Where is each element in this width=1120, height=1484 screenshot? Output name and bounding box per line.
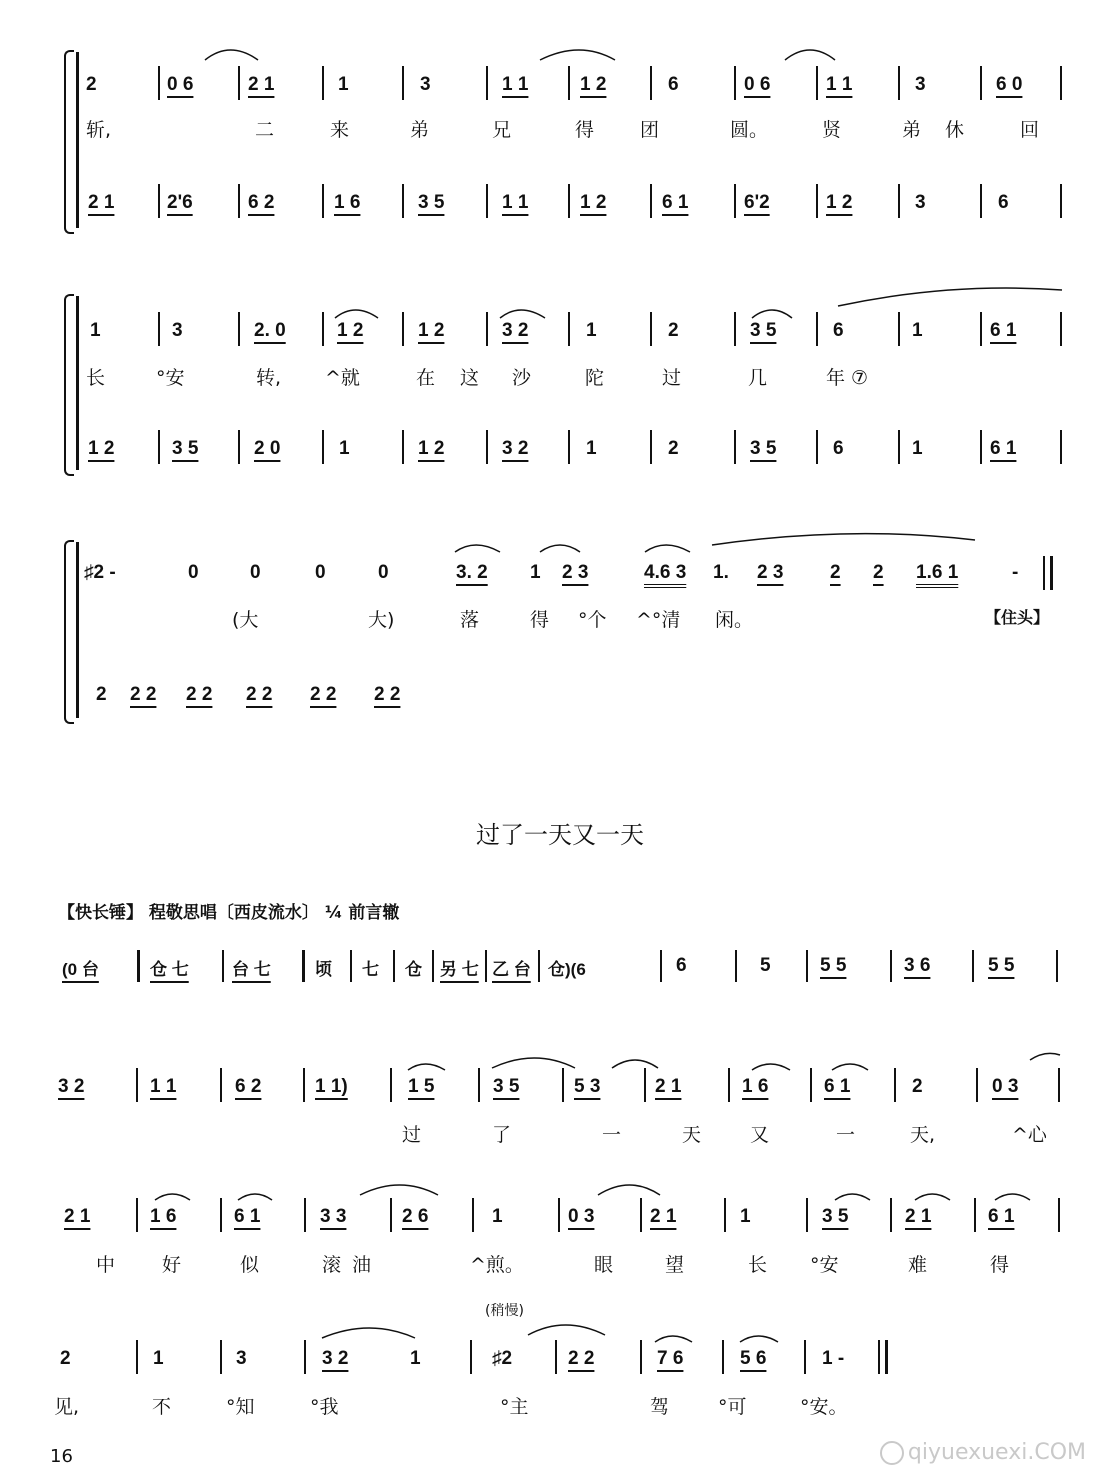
note: 2 2 bbox=[130, 684, 157, 705]
lyric: 望 bbox=[665, 1254, 685, 1276]
barline bbox=[402, 312, 404, 346]
barline bbox=[816, 312, 818, 346]
barline bbox=[980, 312, 982, 346]
barline bbox=[220, 1340, 222, 1374]
note: 0 bbox=[188, 562, 199, 583]
lyric: °可 bbox=[718, 1396, 747, 1418]
barline bbox=[136, 1068, 138, 1102]
note: ♯2 - bbox=[84, 562, 116, 583]
note: 2 1 bbox=[655, 1076, 682, 1097]
watermark-text: qiyuexuexi.COM bbox=[907, 1440, 1086, 1465]
barline bbox=[136, 1340, 138, 1374]
barline bbox=[650, 312, 652, 346]
barline bbox=[402, 430, 404, 464]
note: 6 0 bbox=[996, 74, 1023, 95]
note: 2 bbox=[86, 74, 97, 95]
note: 6 bbox=[833, 438, 844, 459]
barline bbox=[555, 1340, 557, 1374]
note: 2 2 bbox=[310, 684, 337, 705]
lyric: 过 bbox=[662, 367, 682, 389]
barline bbox=[238, 312, 240, 346]
note: 1 1 bbox=[826, 74, 853, 95]
note: 0 3 bbox=[568, 1206, 595, 1227]
page-number: 16 bbox=[50, 1446, 73, 1467]
note: 1 bbox=[912, 320, 923, 341]
lyric: 贤 bbox=[822, 119, 842, 141]
barline bbox=[158, 66, 160, 100]
song-subtitle: 【快长锤】 程敬思唱〔西皮流水〕 ¼ 前言辙 bbox=[58, 903, 400, 923]
lyric: 天 bbox=[682, 1124, 702, 1146]
barline bbox=[650, 184, 652, 218]
lyric: 长 bbox=[86, 367, 106, 389]
lyric: 弟 bbox=[902, 119, 922, 141]
note: 6 1 bbox=[824, 1076, 851, 1097]
note: 3 5 bbox=[822, 1206, 849, 1227]
barline bbox=[322, 184, 324, 218]
note: 0 bbox=[378, 562, 389, 583]
note: 3 2 bbox=[502, 438, 529, 459]
lyric: 回 bbox=[1020, 119, 1040, 141]
lyric: (大 bbox=[232, 609, 259, 631]
note: 6 bbox=[998, 192, 1009, 213]
lyric: ^°清 bbox=[636, 609, 681, 631]
lyric: 转, bbox=[256, 367, 282, 389]
lyric: 年 ⑦ bbox=[826, 367, 869, 389]
note: 5 bbox=[760, 955, 771, 976]
barline bbox=[898, 66, 900, 100]
note: 2 bbox=[912, 1076, 923, 1097]
note: 1.6 1 bbox=[916, 562, 959, 583]
note: 1 5 bbox=[408, 1076, 435, 1097]
lyric: 【住头】 bbox=[985, 608, 1050, 627]
lyric: °主 bbox=[500, 1396, 529, 1418]
note: 6 bbox=[833, 320, 844, 341]
note: 2 2 bbox=[246, 684, 273, 705]
note: 2 0 bbox=[254, 438, 281, 459]
note: 2 bbox=[60, 1348, 71, 1369]
note: 1 bbox=[339, 438, 350, 459]
barline bbox=[980, 184, 982, 218]
note: 1 bbox=[90, 320, 101, 341]
system-line-2 bbox=[76, 296, 79, 470]
barline bbox=[640, 1198, 642, 1232]
barline bbox=[650, 66, 652, 100]
lyric: ^心 bbox=[1012, 1124, 1047, 1146]
barline bbox=[640, 1340, 642, 1374]
note: 2 2 bbox=[374, 684, 401, 705]
note: 5 5 bbox=[820, 955, 847, 976]
note: 6 bbox=[676, 955, 687, 976]
note: 2 1 bbox=[650, 1206, 677, 1227]
note: 6 1 bbox=[988, 1206, 1015, 1227]
barline bbox=[158, 430, 160, 464]
lyric: 兄 bbox=[492, 119, 512, 141]
lyric: 中 bbox=[96, 1254, 116, 1276]
lyric: 大) bbox=[368, 609, 395, 631]
note: 2 bbox=[873, 562, 884, 583]
barline bbox=[304, 1340, 306, 1374]
note: 4.6 3 bbox=[644, 562, 687, 583]
barline bbox=[890, 950, 892, 982]
note: 0 6 bbox=[167, 74, 194, 95]
lyric: 好 bbox=[162, 1254, 182, 1276]
barline bbox=[472, 1198, 474, 1232]
barline bbox=[1060, 184, 1062, 218]
note: 1 2 bbox=[418, 438, 445, 459]
note: 3 3 bbox=[320, 1206, 347, 1227]
note: 2 3 bbox=[562, 562, 589, 583]
lyric: 难 bbox=[908, 1254, 928, 1276]
note: 3. 2 bbox=[456, 562, 488, 583]
watermark-logo-icon bbox=[880, 1441, 904, 1465]
note: 1 2 bbox=[88, 438, 115, 459]
barline bbox=[538, 950, 540, 982]
barline bbox=[390, 1068, 392, 1102]
note: 1 bbox=[492, 1206, 503, 1227]
barline bbox=[804, 1340, 806, 1374]
note: 1 bbox=[586, 438, 597, 459]
lyric: ^就 bbox=[325, 367, 360, 389]
lyric: 弟 bbox=[410, 119, 430, 141]
system-brace-1 bbox=[64, 50, 74, 234]
barline bbox=[568, 184, 570, 218]
barline bbox=[568, 430, 570, 464]
barline bbox=[432, 950, 434, 982]
note: 3 bbox=[172, 320, 183, 341]
lyric: 得 bbox=[990, 1254, 1010, 1276]
final-barline bbox=[885, 1340, 888, 1374]
barline bbox=[158, 184, 160, 218]
lyric: °安。 bbox=[800, 1396, 848, 1418]
barline bbox=[894, 1068, 896, 1102]
barline bbox=[322, 312, 324, 346]
barline bbox=[322, 66, 324, 100]
lyric: 见, bbox=[54, 1396, 80, 1418]
note: 2 1 bbox=[905, 1206, 932, 1227]
lyric: °安 bbox=[156, 367, 185, 389]
barline bbox=[660, 950, 662, 982]
barline bbox=[810, 1068, 812, 1102]
note: 1 6 bbox=[742, 1076, 769, 1097]
lyric: 二 bbox=[255, 119, 275, 141]
note: 3 2 bbox=[502, 320, 529, 341]
lyric: 得 bbox=[530, 609, 550, 631]
lyric: °个 bbox=[578, 609, 607, 631]
note: 3 2 bbox=[58, 1076, 85, 1097]
note: 1 2 bbox=[826, 192, 853, 213]
lyric: 不 bbox=[152, 1396, 172, 1418]
note: 七 bbox=[362, 960, 379, 979]
note: 2 2 bbox=[186, 684, 213, 705]
note: 乙 台 bbox=[492, 960, 531, 979]
barline bbox=[980, 66, 982, 100]
barline bbox=[568, 66, 570, 100]
note: 6 1 bbox=[662, 192, 689, 213]
lyric: ^煎。 bbox=[470, 1254, 524, 1276]
note: 6 1 bbox=[990, 438, 1017, 459]
barline bbox=[478, 1068, 480, 1102]
lyric: 陀 bbox=[585, 367, 605, 389]
barline bbox=[980, 430, 982, 464]
barline bbox=[486, 312, 488, 346]
lyric: 落 bbox=[460, 609, 480, 631]
system-brace-3 bbox=[64, 540, 74, 724]
note: 1 bbox=[912, 438, 923, 459]
note: 1 1) bbox=[315, 1076, 348, 1097]
lyric: 天, bbox=[910, 1124, 936, 1146]
barline bbox=[1060, 66, 1062, 100]
lyric: 了 bbox=[492, 1124, 512, 1146]
note: 2 1 bbox=[88, 192, 115, 213]
barline bbox=[486, 184, 488, 218]
system-brace-2 bbox=[64, 294, 74, 476]
note: 3 5 bbox=[172, 438, 199, 459]
barline bbox=[220, 1068, 222, 1102]
note: 2 bbox=[96, 684, 107, 705]
note: 3 2 bbox=[322, 1348, 349, 1369]
system-line-1 bbox=[76, 52, 79, 228]
lyric: 似 bbox=[240, 1254, 260, 1276]
note: 2 bbox=[668, 320, 679, 341]
note: 6 2 bbox=[235, 1076, 262, 1097]
note: 台 七 bbox=[232, 960, 271, 979]
note: 2 1 bbox=[248, 74, 275, 95]
note: 1 6 bbox=[150, 1206, 177, 1227]
barline bbox=[158, 312, 160, 346]
barline bbox=[222, 950, 224, 982]
note: 1 2 bbox=[580, 74, 607, 95]
note: 6 1 bbox=[234, 1206, 261, 1227]
lyric: 滚 bbox=[322, 1254, 342, 1276]
lyric: °知 bbox=[226, 1396, 255, 1418]
note: 2 bbox=[668, 438, 679, 459]
note: 0 bbox=[315, 562, 326, 583]
note: 3 bbox=[915, 74, 926, 95]
barline bbox=[806, 950, 808, 982]
note: 1 - bbox=[822, 1348, 845, 1369]
repeat-end bbox=[302, 950, 305, 982]
barline bbox=[322, 430, 324, 464]
lyric: 一 bbox=[602, 1124, 622, 1146]
lyric: 油 bbox=[352, 1254, 372, 1276]
barline bbox=[974, 1198, 976, 1232]
note: 1 bbox=[338, 74, 349, 95]
note: 5 3 bbox=[574, 1076, 601, 1097]
lyric: 团 bbox=[640, 119, 660, 141]
barline bbox=[562, 1068, 564, 1102]
note: 1 2 bbox=[580, 192, 607, 213]
note: 3 bbox=[420, 74, 431, 95]
barline bbox=[390, 1198, 392, 1232]
note: 2 1 bbox=[64, 1206, 91, 1227]
lyric: °安 bbox=[810, 1254, 839, 1276]
barline bbox=[878, 1340, 880, 1374]
note: 仓 bbox=[405, 960, 422, 979]
lyric: 沙 bbox=[512, 367, 532, 389]
barline bbox=[558, 1198, 560, 1232]
lyric: 几 bbox=[748, 367, 768, 389]
note: (0 台 bbox=[62, 960, 99, 979]
note: 3 5 bbox=[493, 1076, 520, 1097]
barline bbox=[735, 950, 737, 982]
barline bbox=[722, 1340, 724, 1374]
barline bbox=[890, 1198, 892, 1232]
lyric: 得 bbox=[575, 119, 595, 141]
note: 7 6 bbox=[657, 1348, 684, 1369]
barline bbox=[350, 950, 352, 982]
note: 1 bbox=[586, 320, 597, 341]
note: 6 1 bbox=[990, 320, 1017, 341]
watermark bbox=[880, 1440, 1086, 1465]
note: 6 2 bbox=[248, 192, 275, 213]
lyric: 圆。 bbox=[730, 119, 769, 141]
note: 1. bbox=[713, 562, 729, 583]
note: 1 2 bbox=[418, 320, 445, 341]
note: 0 bbox=[250, 562, 261, 583]
note: 3 5 bbox=[418, 192, 445, 213]
barline bbox=[220, 1198, 222, 1232]
note: 1 1 bbox=[502, 192, 529, 213]
barline bbox=[238, 430, 240, 464]
note: 3 6 bbox=[904, 955, 931, 976]
barline bbox=[393, 950, 395, 982]
lyric: 休 bbox=[945, 119, 965, 141]
barline bbox=[816, 66, 818, 100]
repeat-start bbox=[137, 950, 140, 982]
lyric: 又 bbox=[750, 1124, 770, 1146]
note: 3 bbox=[915, 192, 926, 213]
lyric: 过 bbox=[402, 1124, 422, 1146]
song-title: 过了一天又一天 bbox=[476, 821, 644, 849]
barline bbox=[136, 1198, 138, 1232]
barline bbox=[724, 1198, 726, 1232]
system-line-3 bbox=[76, 542, 79, 718]
barline bbox=[1043, 556, 1045, 590]
note: 3 5 bbox=[750, 320, 777, 341]
tempo-mark: (稍慢) bbox=[485, 1303, 524, 1319]
lyric: 驾 bbox=[650, 1396, 670, 1418]
note: 2 6 bbox=[402, 1206, 429, 1227]
note: ♯2 bbox=[492, 1348, 513, 1369]
lyric: 在 bbox=[416, 367, 436, 389]
note: 1 bbox=[410, 1348, 421, 1369]
barline bbox=[402, 184, 404, 218]
barline bbox=[898, 430, 900, 464]
barline bbox=[1058, 1198, 1060, 1232]
note: 3 bbox=[236, 1348, 247, 1369]
lyric: 闲。 bbox=[715, 609, 754, 631]
barline bbox=[1060, 312, 1062, 346]
note: 1 bbox=[530, 562, 541, 583]
lyric: 一 bbox=[836, 1124, 856, 1146]
note: 2'6 bbox=[167, 192, 193, 213]
barline bbox=[470, 1340, 472, 1374]
note: 1 1 bbox=[502, 74, 529, 95]
barline bbox=[734, 184, 736, 218]
barline bbox=[644, 1068, 646, 1102]
barline bbox=[486, 430, 488, 464]
lyric: 这 bbox=[460, 367, 480, 389]
barline bbox=[1056, 950, 1058, 982]
note: 仓)(6 bbox=[548, 960, 586, 979]
barline bbox=[650, 430, 652, 464]
lyric: 长 bbox=[748, 1254, 768, 1276]
lyric: 眼 bbox=[594, 1254, 614, 1276]
barline bbox=[485, 950, 487, 982]
barline bbox=[898, 184, 900, 218]
barline bbox=[238, 66, 240, 100]
note: 仓 七 bbox=[150, 960, 189, 979]
barline bbox=[816, 184, 818, 218]
note: 2 3 bbox=[757, 562, 784, 583]
barline bbox=[976, 1068, 978, 1102]
barline bbox=[568, 312, 570, 346]
barline bbox=[972, 950, 974, 982]
final-barline bbox=[1050, 556, 1053, 590]
barline bbox=[238, 184, 240, 218]
lyric: 斩, bbox=[86, 119, 112, 141]
note: 1 2 bbox=[337, 320, 364, 341]
barline bbox=[402, 66, 404, 100]
barline bbox=[734, 430, 736, 464]
note: 顷 bbox=[315, 960, 332, 979]
barline bbox=[1058, 1068, 1060, 1102]
note: 1 1 bbox=[150, 1076, 177, 1097]
barline bbox=[898, 312, 900, 346]
note: 1 bbox=[153, 1348, 164, 1369]
note: 6 bbox=[668, 74, 679, 95]
barline bbox=[806, 1198, 808, 1232]
note: 3 5 bbox=[750, 438, 777, 459]
note: 另 七 bbox=[440, 960, 479, 979]
barline bbox=[1060, 430, 1062, 464]
note: 2 2 bbox=[568, 1348, 595, 1369]
barline bbox=[728, 1068, 730, 1102]
barline bbox=[734, 312, 736, 346]
barline bbox=[303, 1068, 305, 1102]
note: - bbox=[1012, 562, 1019, 583]
barline bbox=[734, 66, 736, 100]
barline bbox=[816, 430, 818, 464]
note: 1 6 bbox=[334, 192, 361, 213]
barline bbox=[304, 1198, 306, 1232]
note: 5 5 bbox=[988, 955, 1015, 976]
note: 0 3 bbox=[992, 1076, 1019, 1097]
barline bbox=[486, 66, 488, 100]
lyric: 来 bbox=[330, 119, 350, 141]
note: 2 bbox=[830, 562, 841, 583]
note: 5 6 bbox=[740, 1348, 767, 1369]
lyric: °我 bbox=[310, 1396, 339, 1418]
note: 0 6 bbox=[744, 74, 771, 95]
note: 6'2 bbox=[744, 192, 770, 213]
note: 2. 0 bbox=[254, 320, 286, 341]
note: 1 bbox=[740, 1206, 751, 1227]
